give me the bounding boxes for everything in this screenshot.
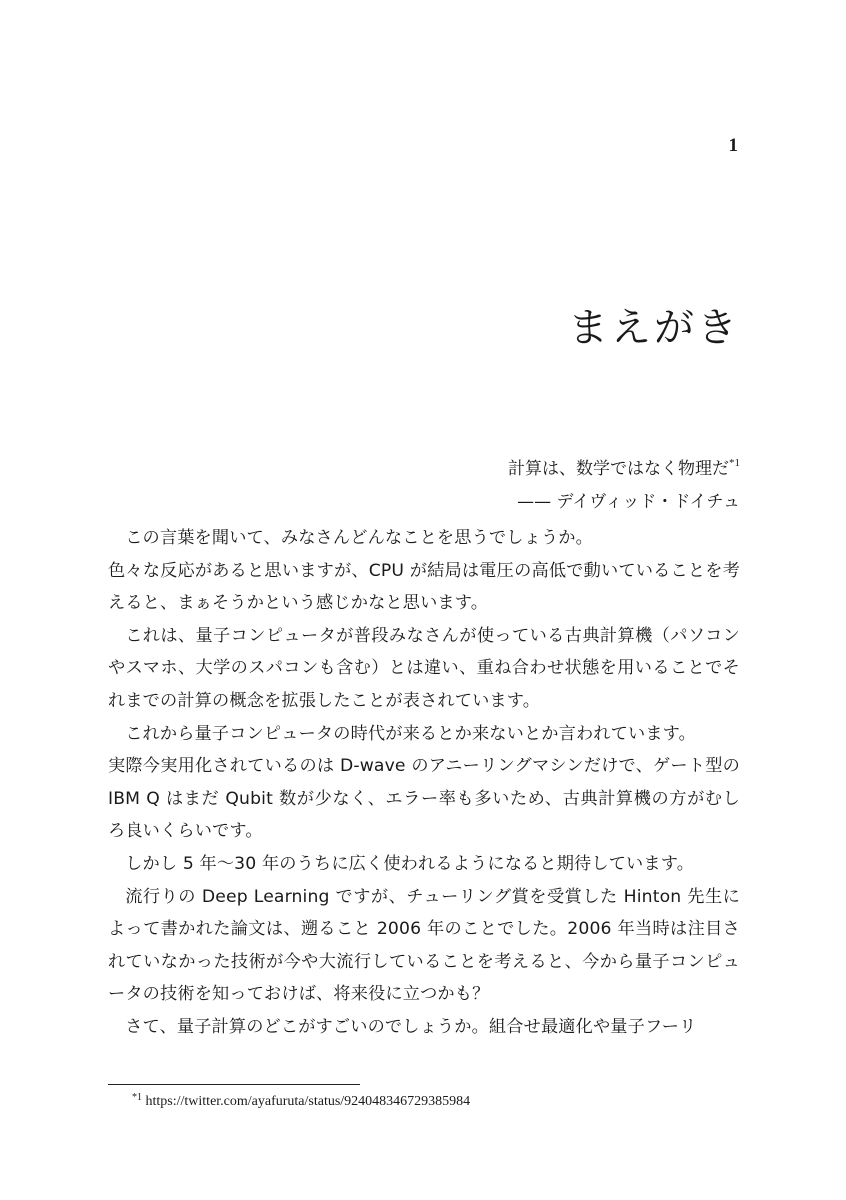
epigraph-quote: 計算は、数学ではなく物理だ [508,459,729,479]
footnote-url[interactable]: https://twitter.com/ayafuruta/status/924048346729385984 [145,1094,471,1109]
chapter-title: まえがき [568,305,740,351]
epigraph [508,447,740,519]
paragraph: 実際今実用化されているのは D-wave のアニーリングマシンだけで、ゲート型の IBM Q はまだ Qubit 数が少なく、エラー率も多いため、古典計算機の方がむしろ良いくらいです。 [108,756,740,842]
epigraph-quote-line [508,447,740,486]
epigraph-attribution: —— デイヴィッド・ドイチュ [517,492,740,512]
footnote [132,1092,470,1110]
paragraph: これから量子コンピュータの時代が来るとか来ないとか言われています。 [125,723,696,744]
paragraph: しかし 5 年〜30 年のうちに広く使われるようになると期待しています。 [125,853,695,874]
paragraph: 流行りの Deep Learning ですが、チューリング賞を受賞した Hinton 先生によって書かれた論文は、遡ること 2006 年のことでした。2006 年当時は注目されていなかった技術が今や大流行していることを考えると、今から量子コンピュータの技術を知っておけば、将来役に立つかも？ [108,886,740,1005]
paragraph: この言葉を聞いて、みなさんどんなことを思うでしょうか。 [125,528,593,548]
footnote-reference[interactable]: *1 [729,457,740,469]
paragraph: 色々な反応があると思いますが、CPU が結局は電圧の高低で動いていることを考えると、まぁそうかという感じかなと思います。 [108,560,740,614]
footnote-divider [108,1084,360,1085]
chapter-number: 1 [728,135,738,156]
paragraph: さて、量子計算のどこがすごいのでしょうか。組合せ最適化や量子フーリ [125,1016,697,1037]
paragraph: これは、量子コンピュータが普段みなさんが使っている古典計算機（パソコンやスマホ、大学のスパコンも含む）とは違い、重ね合わせ状態を用いることでそれまでの計算の概念を拡張したことが表されています。 [108,625,740,711]
footnote-marker: *1 [132,1092,142,1103]
body-text [108,522,740,1044]
